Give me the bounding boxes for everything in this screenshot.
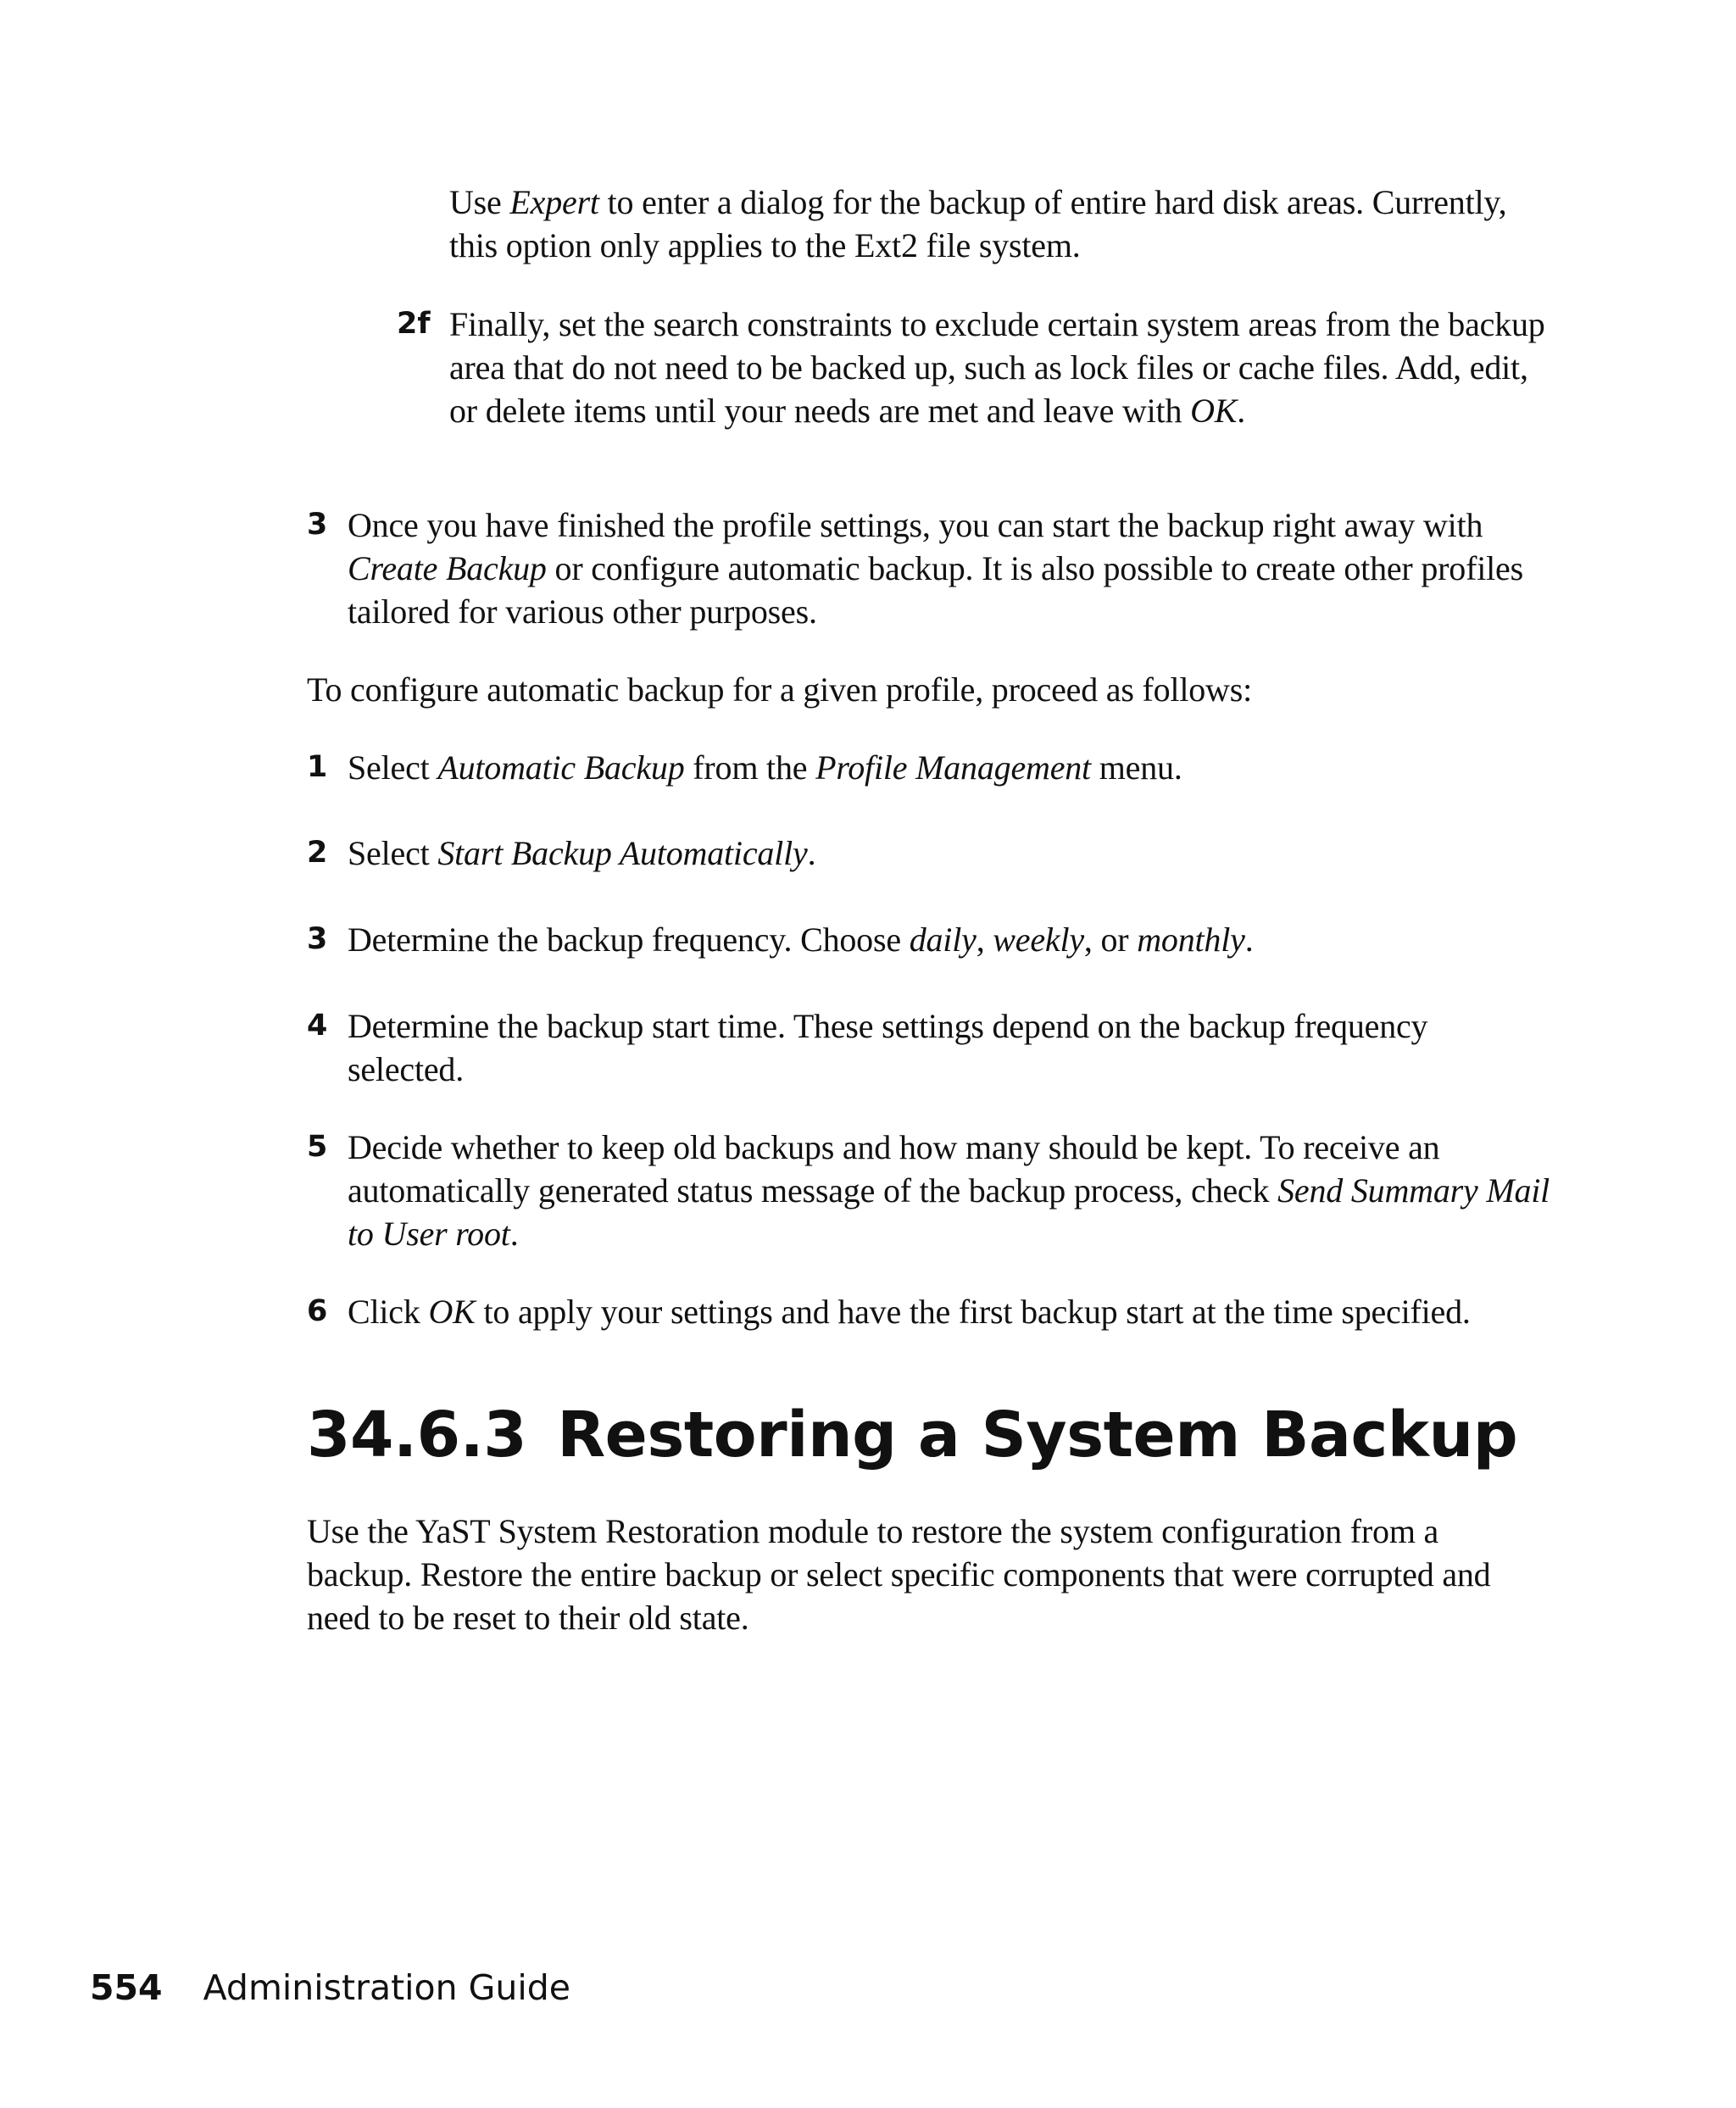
book-title: Administration Guide xyxy=(203,1967,571,2008)
text-run: to apply your settings and have the first backup start at the time specified. xyxy=(475,1293,1471,1331)
text-run: to enter a dialog for the backup of entire hard disk areas. Currently, this option only applies to the Ext2 file system. xyxy=(449,183,1507,264)
text-run: Once you have finished the profile settings, you can start the backup right away with xyxy=(348,506,1483,544)
step-number: 2 xyxy=(307,836,328,870)
expert-paragraph xyxy=(449,181,1551,267)
text-run: Select xyxy=(348,834,438,872)
step-text xyxy=(348,832,1551,875)
step-text xyxy=(348,1126,1551,1255)
section-number: 34.6.3 xyxy=(307,1399,527,1471)
page-number: 554 xyxy=(90,1967,163,2008)
text-run: Use xyxy=(449,183,510,221)
step-text xyxy=(348,503,1551,633)
text-run: . xyxy=(509,1215,519,1253)
emphasis-weekly: weekly xyxy=(993,921,1084,959)
step-number: 2f xyxy=(397,307,431,341)
step-number: 6 xyxy=(307,1294,328,1328)
text-run: . xyxy=(807,834,816,872)
emphasis-start-backup: Start Backup Automatically xyxy=(437,834,808,872)
text-run: menu. xyxy=(1090,748,1182,787)
auto-backup-intro: To configure automatic backup for a given profile, proceed as follows: xyxy=(307,670,1253,709)
step-number: 3 xyxy=(307,508,328,542)
step-text xyxy=(348,1004,1551,1091)
emphasis-monthly: monthly xyxy=(1137,921,1245,959)
section-body: Use the YaST System Restoration module to restore the system configuration from a backup. Restore the entire backup or select specific components that were corrupted and need to be reset to their old state. xyxy=(307,1512,1491,1637)
step-number: 1 xyxy=(307,750,328,784)
text-run: Determine the backup start time. These settings depend on the backup frequency selected. xyxy=(348,1007,1428,1088)
emphasis-create-backup: Create Backup xyxy=(348,549,547,587)
step-number: 4 xyxy=(307,1009,328,1043)
text-run: , or xyxy=(1083,921,1138,959)
emphasis-daily: daily xyxy=(909,921,976,959)
text-run: . xyxy=(1237,392,1246,430)
text-run: , xyxy=(976,921,993,959)
text-run: from the xyxy=(684,748,816,787)
section-title: Restoring a System Backup xyxy=(557,1399,1518,1471)
step-text xyxy=(348,746,1551,789)
section-heading xyxy=(307,1397,1517,1473)
step-text xyxy=(449,303,1551,432)
text-run: Decide whether to keep old backups and how many should be kept. To receive an automatically generated status message of the backup process, check xyxy=(348,1128,1440,1210)
text-run: . xyxy=(1244,921,1254,959)
text-run: Click xyxy=(348,1293,429,1331)
emphasis-ok: OK xyxy=(428,1293,476,1331)
step-text xyxy=(348,1290,1560,1333)
text-run: or configure automatic backup. It is also possible to create other profiles tailored for various other purposes. xyxy=(348,549,1523,631)
page-footer xyxy=(90,1966,570,2009)
text-run: Select xyxy=(348,748,438,787)
emphasis-profile-management: Profile Management xyxy=(815,748,1091,787)
text-run: Determine the backup frequency. Choose xyxy=(348,921,910,959)
emphasis-expert: Expert xyxy=(509,183,599,221)
step-number: 3 xyxy=(307,922,328,956)
emphasis-ok: OK xyxy=(1190,392,1238,430)
step-text xyxy=(348,918,1551,961)
emphasis-automatic-backup: Automatic Backup xyxy=(437,748,685,787)
text-run: Finally, set the search constraints to exclude certain system areas from the backup area that do not need to be backed up, such as lock files or cache files. Add, edit, or delete items until your needs are met and leave with xyxy=(449,305,1545,430)
step-number: 5 xyxy=(307,1130,328,1164)
emphasis-send-summary: Send Summary Mail to User root xyxy=(348,1171,1550,1253)
